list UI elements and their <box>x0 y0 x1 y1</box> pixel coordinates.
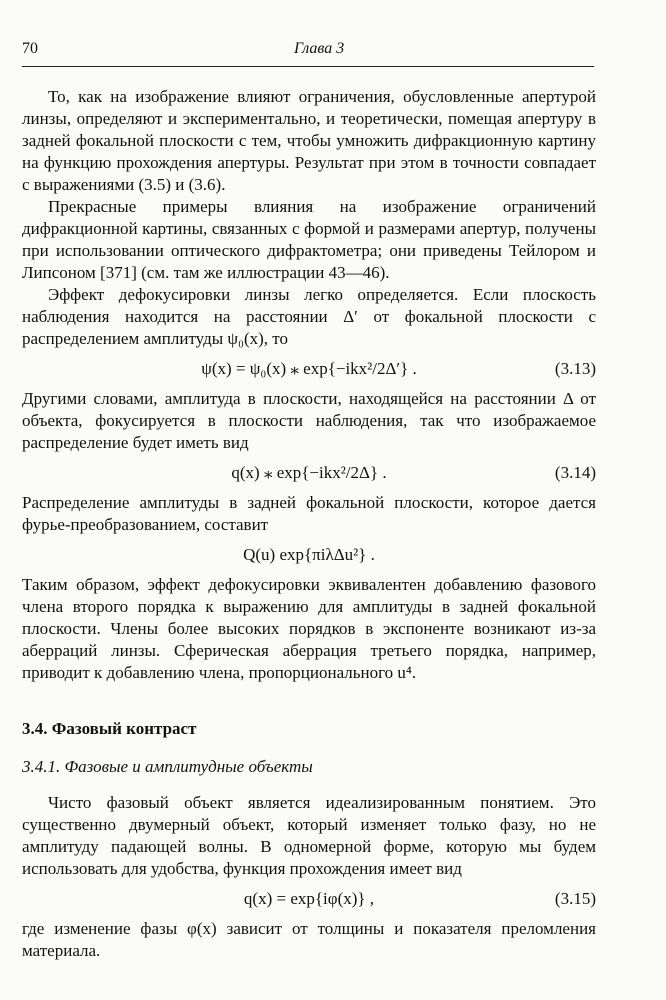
page-number: 70 <box>22 40 38 57</box>
header-rule <box>22 66 594 67</box>
section-heading: 3.4. Фазовый контраст <box>22 719 197 738</box>
equation-formula: ψ(x) = ψ₀(x) ⁎ exp{−ikx²/2Δ′} . <box>201 359 417 378</box>
equation-3-14 <box>22 462 596 484</box>
paragraph-phase-object: Чисто фазовый объект является идеализированным понятием. Это существенно двумерный объект, который изменяет только фазу, но не амплитуду падающей волны. В одномерной форме, которую мы будем использовать для удобства, функция прохождения имеет вид <box>22 793 596 878</box>
paragraph-phase-change: где изменение фазы φ(x) зависит от толщины и показателя преломления материала. <box>22 919 596 960</box>
paragraph-defocus-conclusion: Таким образом, эффект дефокусировки эквивалентен добавлению фазового члена второго порядка к выражению для амплитуды в задней фокальной плоскости. Члены более высоких порядков в экспоненте возникают из-за аберраций линзы. Сферическая аберрация третьего порядка, например, приводит к добавлению члена, пропорционального u⁴. <box>22 575 596 682</box>
equation-number: (3.15) <box>554 889 596 908</box>
equation-fourier <box>22 544 596 566</box>
equation-3-15 <box>22 888 596 910</box>
subsection-heading: 3.4.1. Фазовые и амплитудные объекты <box>22 757 313 776</box>
equation-number: (3.14) <box>554 463 596 482</box>
page-body <box>22 86 596 962</box>
paragraph-diffractometer-examples: Прекрасные примеры влияния на изображение ограничений дифракционной картины, связанных с формой и размерами апертур, получены при использовании оптического дифрактометра; они приведены Тейлором и Липсоном [371] (см. там же иллюстрации 43—46). <box>22 197 596 282</box>
equation-formula: q(x) = exp{iφ(x)} , <box>243 889 375 908</box>
paragraph-other-words: Другими словами, амплитуда в плоскости, находящейся на расстоянии Δ от объекта, фокусируется в плоскости наблюдения, так что изображаемое распределение будет иметь вид <box>22 389 596 452</box>
equation-formula: Q(u) exp{πiλΔu²} . <box>243 545 375 564</box>
equation-number: (3.13) <box>554 359 596 378</box>
paragraph-aperture-effect: То, как на изображение влияют ограничения, обусловленные апертурой линзы, определяют и экспериментально, и теоретически, помещая апертуру в задней фокальной плоскости с тем, чтобы умножить дифракционную картину на функцию прохождения апертуры. Результат при этом в точности совпадает с выражениями (3.5) и (3.6). <box>22 87 596 194</box>
paragraph-defocus-intro: Эффект дефокусировки линзы легко определяется. Если плоскость наблюдения находится на расстоянии Δ′ от фокальной плоскости с распределением амплитуды ψ₀(x), то <box>22 285 596 348</box>
running-head <box>22 40 594 64</box>
equation-3-13 <box>22 358 596 380</box>
equation-formula: q(x) ⁎ exp{−ikx²/2Δ} . <box>231 463 387 482</box>
chapter-label: Глава 3 <box>294 40 345 57</box>
paragraph-back-focal-plane: Распределение амплитуды в задней фокальной плоскости, которое дается фурье-преобразованием, составит <box>22 493 596 534</box>
